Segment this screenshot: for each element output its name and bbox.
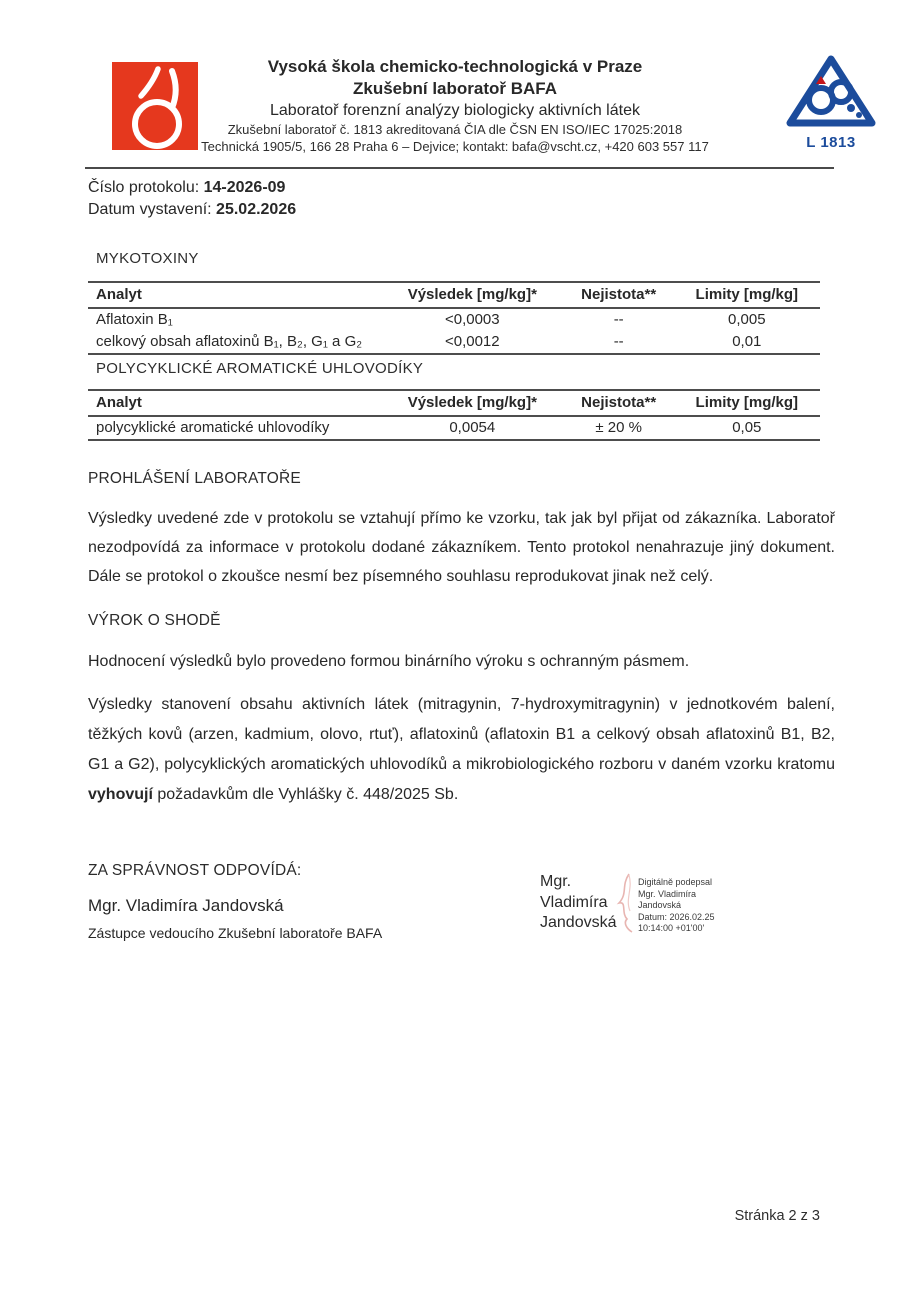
- section-title-pau: POLYCYKLICKÉ AROMATICKÉ UHLOVODÍKY: [96, 360, 424, 377]
- verdict-result-text: [88, 690, 835, 810]
- column-header-nejistota: Nejistota**: [564, 390, 674, 416]
- responsibility-title: ZA SPRÁVNOST ODPOVÍDÁ:: [88, 862, 302, 879]
- cell-vysledek: <0,0012: [444, 333, 500, 350]
- protocol-meta: [88, 177, 296, 221]
- digital-signature-name: [540, 872, 617, 934]
- issue-date-label: Datum vystavení:: [88, 201, 217, 218]
- digital-signature-details: [638, 877, 715, 935]
- results-table-mykotoxiny: [88, 281, 820, 355]
- verdict-keyword: vyhovují: [88, 786, 153, 803]
- digital-signature-detail-line: 10:14:00 +01'00': [638, 923, 705, 934]
- declaration-title: PROHLÁŠENÍ LABORATOŘE: [88, 470, 301, 487]
- cell-analyt: polycyklické aromatické uhlovodíky: [96, 419, 330, 436]
- address-contact-line: Technická 1905/5, 166 28 Praha 6 – Dejvice; kontakt: bafa@vscht.cz, +420 603 557 117: [201, 138, 709, 154]
- cell-limity: 0,005: [728, 311, 766, 328]
- digital-signature-detail-line: Digitálně podepsal: [638, 877, 713, 887]
- header-divider: [85, 167, 834, 169]
- cia-accreditation-logo: [783, 54, 879, 151]
- letterhead: [180, 56, 730, 155]
- cell-analyt: celkový obsah aflatoxinů B₁, B₂, G₁ a G₂: [96, 333, 363, 350]
- table-row: [88, 308, 820, 331]
- section-title-mykotoxiny: MYKOTOXINY: [96, 250, 199, 267]
- verdict-text-before: Výsledky stanovení obsahu aktivních látek (mitragynin, 7-hydroxymitragynin) v jednotkovém balení, těžkých kovů (arzen, kadmium, olovo, rtuť), aflatoxinů (aflatoxin B1 a celkový obsah aflatoxinů B1, B2, G1 a G2), polycyklických aromatických uhlovodíků a mikrobiologického rozboru v daném vzorku kratomu: [88, 696, 835, 773]
- org-name: Vysoká škola chemicko-technologická v Praze: [267, 57, 643, 76]
- table-header-row: [88, 282, 820, 308]
- column-header-limity: Limity [mg/kg]: [674, 282, 820, 308]
- column-header-analyt: Analyt: [88, 282, 381, 308]
- cell-vysledek: 0,0054: [449, 419, 496, 436]
- digital-signature-name-line: Jandovská: [540, 914, 617, 931]
- digital-signature-detail-line: Mgr. Vladimíra: [638, 888, 697, 899]
- column-header-analyt: Analyt: [88, 390, 381, 416]
- cell-nejistota: --: [613, 311, 624, 328]
- digital-signature-detail-line: Datum: 2026.02.25: [638, 911, 715, 922]
- cell-nejistota: ± 20 %: [595, 419, 642, 436]
- column-header-limity: Limity [mg/kg]: [674, 390, 820, 416]
- signatory-name: Mgr. Vladimíra Jandovská: [88, 896, 284, 915]
- cell-vysledek: <0,0003: [444, 311, 500, 328]
- cell-analyt: Aflatoxin B₁: [96, 311, 173, 328]
- cia-accreditation-number: L 1813: [806, 134, 856, 151]
- declaration-text: Výsledky uvedené zde v protokolu se vztahují přímo ke vzorku, tak jak byl přijat od zákazníka. Laboratoř nezodpovídá za informace v protokolu dodané zákazníkem. Tento protokol nenahrazuje jiný dokument. Dále se protokol o zkoušce nesmí bez písemného souhlasu reprodukovat jinak než celý.: [88, 510, 835, 585]
- table-row: [88, 416, 820, 440]
- department-name: Laboratoř forenzní analýzy biologicky aktivních látek: [270, 102, 640, 119]
- signature-ribbon-icon: [613, 872, 639, 939]
- verdict-method-text: Hodnocení výsledků bylo provedeno formou binárního výroku s ochranným pásmem.: [88, 653, 690, 670]
- verdict-title: VÝROK O SHODĚ: [88, 612, 221, 629]
- protocol-number-line: [88, 177, 296, 199]
- verdict-text-after: požadavkům dle Vyhlášky č. 448/2025 Sb.: [152, 786, 459, 803]
- cell-nejistota: --: [613, 333, 624, 350]
- protocol-number-label: Číslo protokolu:: [88, 179, 204, 196]
- table-row: [88, 331, 820, 354]
- digital-signature-detail-line: Jandovská: [638, 900, 682, 911]
- cell-limity: 0,01: [732, 333, 762, 350]
- column-header-nejistota: Nejistota**: [564, 282, 674, 308]
- digital-signature-name-line: Vladimíra: [540, 893, 608, 911]
- signatory-role: Zástupce vedoucího Zkušební laboratoře BAFA: [88, 925, 383, 941]
- lab-name: Zkušební laboratoř BAFA: [352, 79, 558, 98]
- column-header-vysledek: Výsledek [mg/kg]*: [381, 390, 564, 416]
- cell-limity: 0,05: [732, 419, 762, 436]
- table-header-row: [88, 390, 820, 416]
- issue-date-line: [88, 199, 296, 221]
- cia-triangle-icon: [783, 115, 879, 132]
- column-header-vysledek: Výsledek [mg/kg]*: [381, 282, 564, 308]
- accreditation-line: Zkušební laboratoř č. 1813 akreditovaná ČIA dle ČSN EN ISO/IEC 17025:2018: [227, 122, 683, 137]
- issue-date-value: 25.02.2026: [216, 201, 297, 218]
- protocol-number-value: 14-2026-09: [203, 179, 286, 196]
- results-table-pau: [88, 389, 820, 441]
- digital-signature-name-line: Mgr.: [540, 873, 572, 890]
- page-number: Stránka 2 z 3: [734, 1208, 820, 1224]
